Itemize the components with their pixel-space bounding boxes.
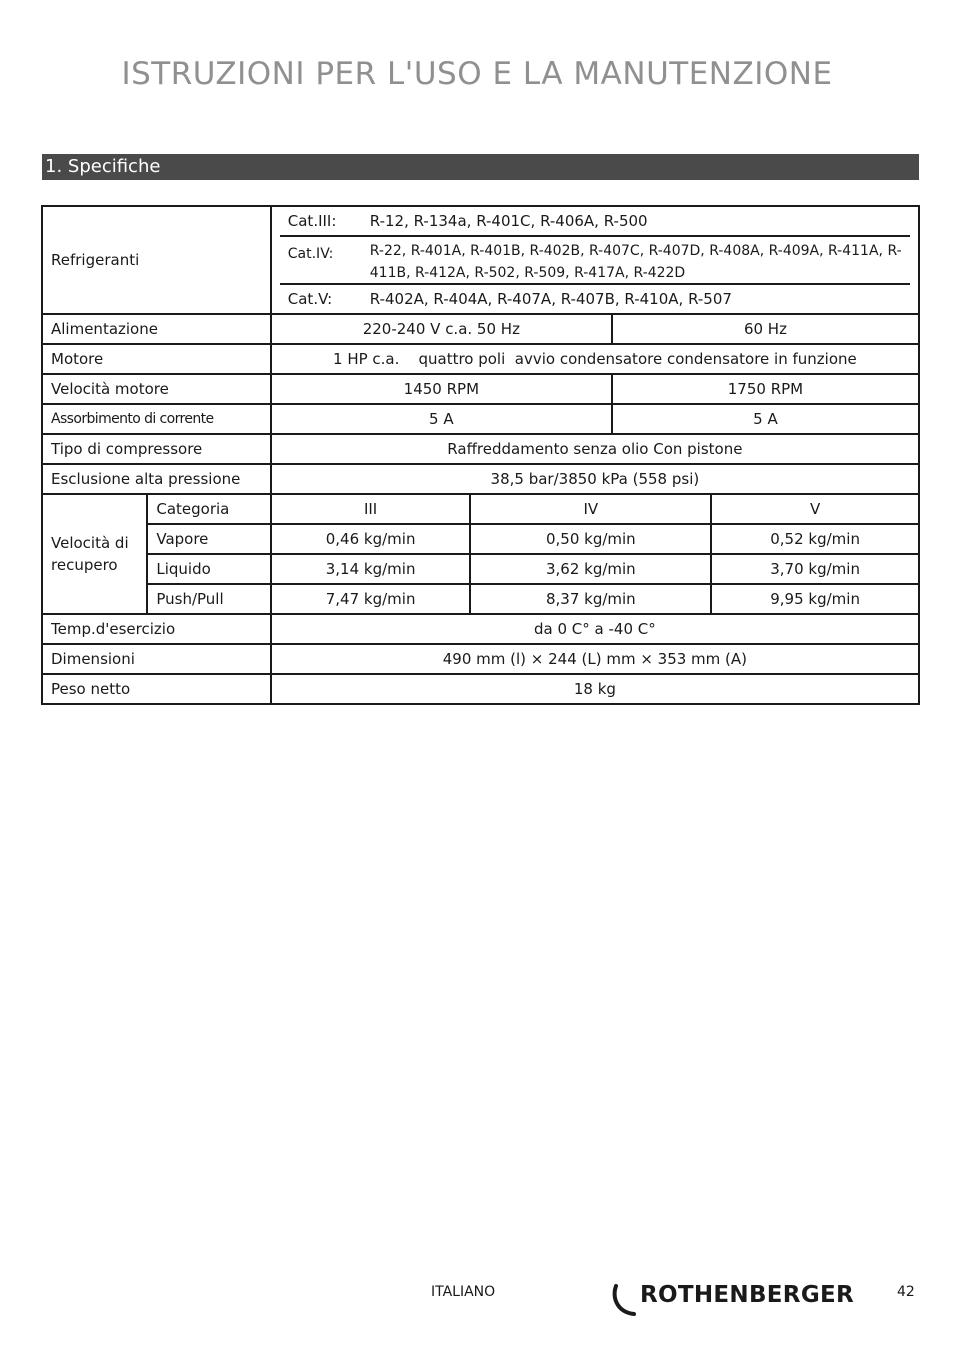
footer-language: ITALIANO	[431, 1284, 496, 1300]
section-heading: 1. Specifiche	[42, 154, 919, 180]
value-velocita-60: 1750 RPM	[612, 374, 919, 404]
refrigerant-list	[271, 206, 919, 314]
value-dimensioni: 490 mm (l) × 244 (L) mm × 353 mm (A)	[271, 644, 919, 674]
recupero-cat4: IV	[470, 494, 711, 524]
row-recupero-vapore	[42, 524, 919, 554]
recupero-cat3: III	[271, 494, 471, 524]
recupero-sublabel: Vapore	[147, 524, 270, 554]
label-compressore: Tipo di compressore	[42, 434, 271, 464]
row-alimentazione	[42, 314, 919, 344]
label-temp: Temp.d'esercizio	[42, 614, 271, 644]
recupero-cat5: 3,70 kg/min	[711, 554, 919, 584]
value-assorbimento-60: 5 A	[612, 404, 919, 434]
label-alimentazione: Alimentazione	[42, 314, 271, 344]
recupero-sublabel: Categoria	[147, 494, 270, 524]
recupero-cat5: V	[711, 494, 919, 524]
label-recupero: Velocità di recupero	[42, 494, 147, 614]
refrigerant-cat3: Cat.III: R-12, R-134a, R-401C, R-406A, R-500	[280, 207, 910, 237]
recupero-sublabel: Liquido	[147, 554, 270, 584]
row-velocita-motore	[42, 374, 919, 404]
recupero-cat3: 7,47 kg/min	[271, 584, 471, 614]
row-compressore	[42, 434, 919, 464]
value-alimentazione-60: 60 Hz	[612, 314, 919, 344]
refrigerant-cat5: Cat.V: R-402A, R-404A, R-407A, R-407B, R-410A, R-507	[287, 290, 732, 308]
row-recupero-pushpull	[42, 584, 919, 614]
value-temp: da 0 C° a -40 C°	[271, 614, 919, 644]
page-title: ISTRUZIONI PER L'USO E LA MANUTENZIONE	[121, 56, 833, 92]
recupero-cat4: 8,37 kg/min	[470, 584, 711, 614]
value-motore: 1 HP c.a. quattro poli avvio condensatore condensatore in funzione	[271, 344, 919, 374]
row-assorbimento	[42, 404, 919, 434]
value-compressore: Raffreddamento senza olio Con pistone	[271, 434, 919, 464]
recupero-cat3: 0,46 kg/min	[271, 524, 471, 554]
refrigerant-cat4: Cat.IV: R-22, R-401A, R-401B, R-402B, R-407C, R-407D, R-408A, R-409A, R-411A, R-411B, R-412A, R-502, R-509, R-417A, R-422D	[280, 237, 910, 285]
brand-swoosh-icon	[612, 1280, 642, 1320]
label-peso: Peso netto	[42, 674, 271, 704]
row-refrigeranti	[42, 206, 919, 314]
brand-logo	[612, 1280, 857, 1320]
row-dimensioni	[42, 644, 919, 674]
label-dimensioni: Dimensioni	[42, 644, 271, 674]
recupero-cat4: 0,50 kg/min	[470, 524, 711, 554]
row-recupero-liquido	[42, 554, 919, 584]
brand-name: ROTHENBERGER	[640, 1282, 855, 1308]
recupero-sublabel: Push/Pull	[147, 584, 270, 614]
row-motore	[42, 344, 919, 374]
row-esclusione	[42, 464, 919, 494]
label-motore: Motore	[42, 344, 271, 374]
page-number: 42	[897, 1284, 915, 1300]
label-velocita-motore: Velocità motore	[42, 374, 271, 404]
row-recupero-categoria	[42, 494, 919, 524]
label-esclusione: Esclusione alta pressione	[42, 464, 271, 494]
row-temp	[42, 614, 919, 644]
value-esclusione: 38,5 bar/3850 kPa (558 psi)	[271, 464, 919, 494]
label-refrigeranti: Refrigeranti	[42, 206, 271, 314]
label-assorbimento: Assorbimento di corrente	[42, 404, 271, 434]
recupero-cat4: 3,62 kg/min	[470, 554, 711, 584]
value-velocita-50: 1450 RPM	[271, 374, 612, 404]
value-assorbimento-50: 5 A	[271, 404, 612, 434]
row-peso	[42, 674, 919, 704]
specifications-table	[41, 205, 920, 705]
value-peso: 18 kg	[271, 674, 919, 704]
recupero-cat5: 9,95 kg/min	[711, 584, 919, 614]
recupero-cat3: 3,14 kg/min	[271, 554, 471, 584]
value-alimentazione-50: 220-240 V c.a. 50 Hz	[271, 314, 612, 344]
recupero-cat5: 0,52 kg/min	[711, 524, 919, 554]
